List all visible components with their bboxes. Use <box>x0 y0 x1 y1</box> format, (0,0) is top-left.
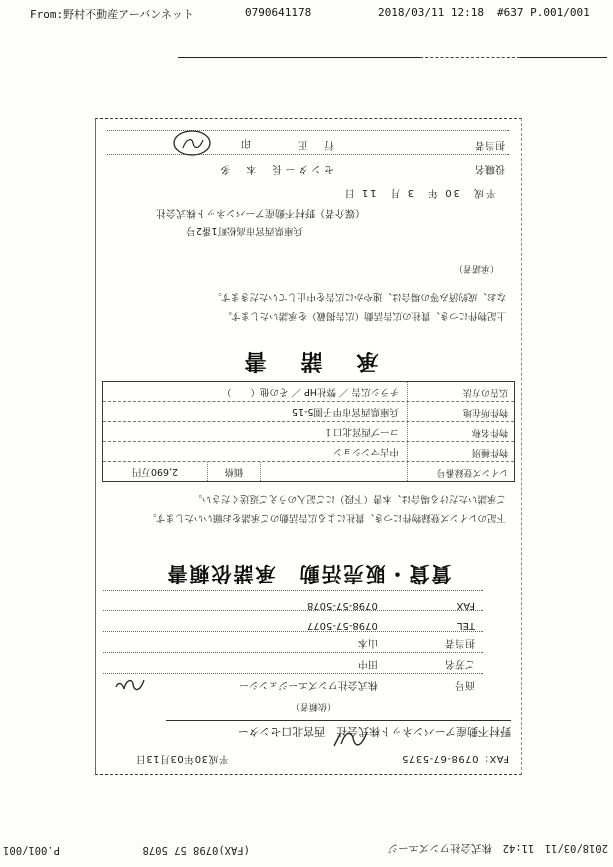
consent-date: 平成 30 年 3 月 11 日 <box>342 187 496 198</box>
table-row-name <box>103 421 514 441</box>
table-value <box>261 462 407 481</box>
table-value: コープ西宮北口１ <box>323 426 399 437</box>
table-row-ad-method <box>103 382 514 401</box>
handwritten-stamp-icon <box>114 674 148 696</box>
consenter-section-label: （承諾者） <box>453 263 499 273</box>
consent-section-title: 承 諾 書 <box>238 348 379 373</box>
signature-value: センター長 本 多 <box>217 163 334 174</box>
body-text-line: 下記のレインズ登録物件につき、貴社による広告活動のご承諾をお願いいたします。 <box>147 512 506 523</box>
table-row-reins <box>103 461 514 481</box>
signature-row-manager <box>107 154 509 178</box>
property-table <box>102 381 515 482</box>
requester-section-label: （依頼者） <box>290 701 336 711</box>
table-label: 広告の方法 <box>407 382 514 401</box>
recipient-line: 野村不動産アーバンネット株式会社 西宮北口センター <box>166 720 511 740</box>
form-value: 田中 <box>357 658 378 669</box>
form-value: 0798-57-5078 <box>306 600 378 611</box>
header-separator-line-dashed <box>420 57 520 58</box>
footer-datetime-sender: 2018/03/11 11:42 株式会社ワンズエージ <box>387 842 608 854</box>
table-label-price: 価格 <box>207 462 261 481</box>
form-value: 株式会社ワンズエージェンシー <box>238 679 378 690</box>
reply-fax-number: FAX：0798-67-5375 <box>401 753 509 764</box>
table-label: 物件名称 <box>407 422 514 441</box>
footer-page-counter: P.001/001 <box>3 844 60 856</box>
signature-label: 担当者 <box>475 139 505 150</box>
form-label: ご芳名 <box>445 658 475 669</box>
form-value: 山本 <box>357 637 378 648</box>
consent-text-line: 上記物件につき、貴社の広告活動（広告掲載）を承諾いたします。 <box>222 310 506 321</box>
form-row-tel <box>103 610 483 631</box>
form-row-name <box>103 652 483 673</box>
form-row-contact <box>103 631 483 652</box>
consent-text-line: なお、成約済み等の場合は、速やかに広告を中止していただきます。 <box>212 291 506 302</box>
table-label: 物件種別 <box>407 442 514 461</box>
table-label: 物件所在地 <box>407 402 514 421</box>
signature-value: 行 正 <box>295 139 334 150</box>
footer-fax-number: (FAX)0798 57 5078 <box>142 844 250 856</box>
seal-character: 印 <box>241 137 251 148</box>
header-separator-line <box>178 57 420 58</box>
signature-row-agent <box>107 130 509 154</box>
table-label: レインズ登録番号 <box>407 462 514 481</box>
fax-sender-number: 0790641178 <box>245 6 312 19</box>
table-value: 中古マンション <box>332 446 399 457</box>
table-value: 兵庫県西宮市甲子園5-15 <box>291 406 399 417</box>
fax-sender-name: From:野村不動産アーバンネット <box>30 8 194 21</box>
handwritten-scribble-icon <box>331 726 371 752</box>
body-text-line: ご承諾いただける場合は、本書（下段）にご記入のうえご返送ください。 <box>192 493 506 504</box>
consenter-company: （媒介者）野村不動産アーバンネット株式会社 <box>156 207 365 218</box>
scanned-page <box>95 118 522 775</box>
hanko-stamp-icon <box>171 128 213 158</box>
consenter-address: 兵庫県西宮市高松町1番2号 <box>186 225 303 236</box>
fax-footer-rotated <box>0 840 613 856</box>
fax-page-counter: #637 P.001/001 <box>497 6 590 19</box>
form-value: 0798-57-5077 <box>306 620 378 631</box>
form-row-company <box>103 673 483 694</box>
form-label: 商号 <box>455 679 475 690</box>
table-value-price: 2,690万円 <box>131 466 179 477</box>
signature-label: 役職名 <box>475 163 505 174</box>
table-row-type <box>103 441 514 461</box>
fax-datetime: 2018/03/11 12:18 <box>378 6 484 19</box>
table-row-address <box>103 401 514 421</box>
table-value: チラシ広告 ／ 弊社HP ／ その他（ ） <box>222 386 399 397</box>
fax-transmission-header <box>0 6 613 24</box>
form-label: FAX <box>456 600 475 611</box>
form-row-fax <box>103 590 483 611</box>
form-label: TEL <box>457 620 475 631</box>
rotated-document <box>96 119 521 774</box>
document-title: 賃貸・販売活動 承諾依頼書 <box>165 562 452 586</box>
form-label: 担当者 <box>445 637 475 648</box>
document-date: 平成30年03月13日 <box>135 753 229 764</box>
header-separator-line <box>520 57 607 58</box>
